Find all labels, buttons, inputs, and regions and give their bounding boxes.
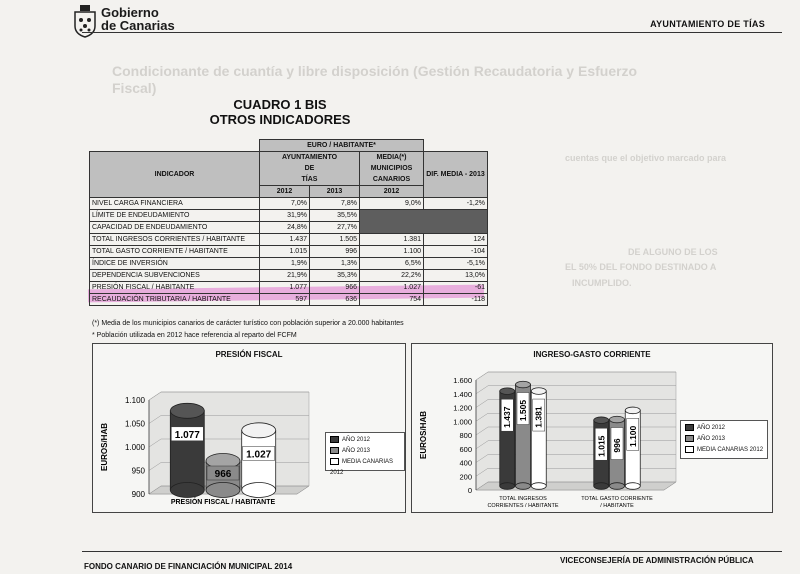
header-rule — [82, 32, 782, 33]
row-label: TOTAL INGRESOS CORRIENTES / HABITANTE — [90, 234, 260, 246]
legend-label: AÑO 2013 — [342, 448, 371, 454]
bleed-text-3: cuentas que el objetivo marcado para — [565, 153, 727, 163]
y-tick-label: 1.400 — [453, 389, 472, 399]
cell-dif: -5,1% — [424, 258, 488, 270]
cell-media: 754 — [360, 294, 424, 306]
y-tick-label: 200 — [459, 472, 472, 482]
footer-rule — [82, 551, 782, 552]
y-tick-label: 950 — [131, 466, 145, 476]
y-tick-label: 400 — [459, 458, 472, 468]
cell-2013: 27,7% — [310, 222, 360, 234]
government-logo-text — [101, 6, 175, 32]
table-row — [90, 294, 488, 306]
chart-legend — [325, 432, 405, 476]
cell-2012: 1.437 — [260, 234, 310, 246]
y-tick-label: 600 — [459, 444, 472, 454]
logo-line-1: Gobierno — [101, 5, 159, 20]
y-tick-label: 1.600 — [453, 376, 472, 385]
legend-swatch — [685, 424, 694, 431]
chart-title: INGRESO-GASTO CORRIENTE — [533, 350, 651, 359]
bar — [170, 411, 204, 490]
shaded-empty-cell — [360, 210, 488, 234]
group-header: EURO / HABITANTE* — [260, 140, 424, 152]
bar-top — [242, 423, 276, 438]
bar-top — [170, 403, 204, 418]
cell-2013: 1,3% — [310, 258, 360, 270]
data-label: 1.027 — [246, 449, 272, 461]
bleed-text-2: Fiscal) — [112, 80, 157, 96]
bar-base — [242, 483, 276, 498]
bar-top — [625, 407, 640, 414]
bleed-text-6: INCUMPLIDO. — [572, 278, 632, 288]
col-ayto-line1: AYUNTAMIENTO — [281, 154, 338, 161]
bar-top — [500, 388, 515, 395]
chart-presion-fiscal-svg — [93, 344, 405, 512]
cell-dif: -104 — [424, 246, 488, 258]
table-row — [90, 270, 488, 282]
chart-ingreso-gasto — [411, 343, 773, 513]
col-ayto-line3: TÍAS — [301, 176, 318, 183]
data-label: 966 — [214, 469, 232, 480]
x-tick-label: / HABITANTE — [600, 503, 634, 509]
chart-legend — [680, 420, 768, 459]
row-label: DEPENDENCIA SUBVENCIONES — [90, 270, 260, 282]
col-dif-header: DIF. MEDIA - 2013 — [424, 152, 488, 198]
cell-2013: 35,3% — [310, 270, 360, 282]
year-media-header: 2012 — [360, 186, 424, 198]
y-tick-label: 0 — [467, 486, 472, 495]
cell-media: 9,0% — [360, 198, 424, 210]
year-2013-header: 2013 — [310, 186, 360, 198]
legend-label: AÑO 2013 — [697, 436, 726, 442]
cell-2013: 966 — [310, 282, 360, 294]
data-label: 996 — [612, 438, 622, 453]
col-media-header — [360, 152, 424, 186]
legend-item — [685, 423, 763, 434]
indicators-table — [89, 139, 488, 306]
chart-presion-fiscal — [92, 343, 406, 513]
legend-swatch — [330, 436, 339, 443]
row-label: TOTAL GASTO CORRIENTE / HABITANTE — [90, 246, 260, 258]
row-label: NIVEL CARGA FINANCIERA — [90, 198, 260, 210]
cell-2012: 1,9% — [260, 258, 310, 270]
cell-2012: 597 — [260, 294, 310, 306]
legend-swatch — [330, 458, 339, 465]
cell-media: 1.100 — [360, 246, 424, 258]
chart-title: PRESIÓN FISCAL — [215, 350, 283, 359]
cell-2013: 636 — [310, 294, 360, 306]
col-indicator-header: INDICADOR — [90, 152, 260, 198]
col-ayto-line2: DE — [304, 165, 315, 172]
cell-dif: -61 — [424, 282, 488, 294]
bleed-text-5: EL 50% DEL FONDO DESTINADO A — [565, 262, 717, 272]
col-media-line2: MUNICIPIOS — [370, 165, 413, 172]
legend-item — [685, 445, 763, 456]
bar-base — [500, 483, 515, 490]
cell-dif: -1,2% — [424, 198, 488, 210]
bar-top — [594, 417, 609, 424]
table-row — [90, 246, 488, 258]
y-tick-label: 1.000 — [124, 443, 145, 452]
data-label: 1.505 — [518, 399, 528, 422]
data-label: 1.100 — [627, 425, 638, 448]
cell-dif: 13,0% — [424, 270, 488, 282]
year-2012-header: 2012 — [260, 186, 310, 198]
bar-top — [610, 416, 625, 423]
bar-base — [594, 483, 609, 490]
x-tick-label: PRESIÓN FISCAL / HABITANTE — [170, 499, 276, 506]
legend-item — [330, 457, 400, 476]
footnote-2: * Población utilizada en 2012 hace referencia al reparto del FCFM — [92, 332, 297, 339]
page-title: CUADRO 1 BIS — [233, 97, 327, 112]
legend-swatch — [685, 446, 694, 453]
legend-swatch — [330, 447, 339, 454]
data-label: 1.381 — [533, 406, 544, 428]
x-tick-label: TOTAL INGRESOS — [499, 496, 547, 502]
page-subtitle: OTROS INDICADORES — [209, 112, 351, 127]
cell-2013: 996 — [310, 246, 360, 258]
row-label: CAPACIDAD DE ENDEUDAMIENTO — [90, 222, 260, 234]
data-label: 1.077 — [174, 429, 200, 441]
cell-2013: 35,5% — [310, 210, 360, 222]
legend-label: MEDIA CANARIAS 2012 — [330, 459, 394, 476]
table-row — [90, 258, 488, 270]
table-row — [90, 198, 488, 210]
x-tick-label: TOTAL GASTO CORRIENTE — [581, 496, 653, 502]
cell-dif: -118 — [424, 294, 488, 306]
bar-base — [610, 483, 625, 490]
bar-top — [516, 381, 531, 388]
table-row — [90, 234, 488, 246]
cell-2013: 1.505 — [310, 234, 360, 246]
y-tick-label: 800 — [459, 431, 472, 440]
footer-right-text: VICECONSEJERÍA DE ADMINISTRACIÓN PÚBLICA — [560, 556, 754, 565]
legend-item — [330, 446, 400, 457]
header-municipality: AYUNTAMIENTO DE TÍAS — [650, 19, 765, 29]
footer-left-text: FONDO CANARIO DE FINANCIACIÓN MUNICIPAL 2014 — [84, 562, 293, 571]
col-media-line3: CANARIOS — [372, 176, 411, 183]
bar-top — [531, 388, 546, 395]
bleed-text-4: DE ALGUNO DE LOS — [628, 247, 718, 257]
x-tick-label: CORRIENTES / HABITANTE — [487, 503, 559, 509]
bleed-text-1: Condicionante de cuantía y libre disposición (Gestión Recaudatoria y Esfuerzo — [112, 63, 638, 79]
legend-item — [330, 435, 400, 446]
logo-line-2: de Canarias — [101, 18, 175, 33]
y-tick-label: 1.100 — [124, 396, 145, 405]
bar-base — [625, 483, 640, 490]
table-row — [90, 210, 488, 222]
cell-2012: 1.077 — [260, 282, 310, 294]
cell-2012: 31,9% — [260, 210, 310, 222]
cell-media: 22,2% — [360, 270, 424, 282]
bar-base — [516, 483, 531, 490]
legend-item — [685, 434, 763, 445]
bar-base — [170, 483, 204, 498]
footnote-1: (*) Media de los municipios canarios de carácter turístico con población superior a 20.000 habitantes — [92, 320, 404, 327]
row-label: ÍNDICE DE INVERSIÓN — [90, 258, 260, 270]
row-label: PRESIÓN FISCAL / HABITANTE — [90, 282, 260, 294]
data-label: 1.015 — [596, 435, 607, 457]
cell-2012: 21,9% — [260, 270, 310, 282]
y-tick-label: 1.000 — [453, 417, 472, 427]
bar-base — [531, 483, 546, 490]
y-tick-label: 1.050 — [124, 419, 145, 429]
cell-2012: 24,8% — [260, 222, 310, 234]
legend-label: AÑO 2012 — [342, 437, 371, 443]
y-tick-label: 1.200 — [453, 403, 472, 413]
bar-base — [206, 483, 240, 498]
table-row — [90, 282, 488, 294]
data-label: 1.437 — [502, 406, 513, 428]
row-label: RECAUDACIÓN TRIBUTARIA / HABITANTE — [90, 294, 260, 306]
cell-2012: 7,0% — [260, 198, 310, 210]
col-ayto-header — [260, 152, 360, 186]
cell-media: 1.027 — [360, 282, 424, 294]
col-media-line1: MEDIA(*) — [376, 154, 407, 161]
cell-media: 1.381 — [360, 234, 424, 246]
legend-swatch — [685, 435, 694, 442]
cell-2012: 1.015 — [260, 246, 310, 258]
y-axis-label: EUROS/HAB — [419, 410, 428, 460]
row-label: LÍMITE DE ENDEUDAMIENTO — [90, 210, 260, 222]
cell-media: 6,5% — [360, 258, 424, 270]
legend-label: MEDIA CANARIAS 2012 — [697, 447, 764, 453]
y-axis-label: EUROS/HAB — [100, 422, 109, 472]
cell-dif: 124 — [424, 234, 488, 246]
legend-label: AÑO 2012 — [697, 425, 726, 431]
y-tick-label: 900 — [131, 490, 145, 499]
cell-2013: 7,8% — [310, 198, 360, 210]
